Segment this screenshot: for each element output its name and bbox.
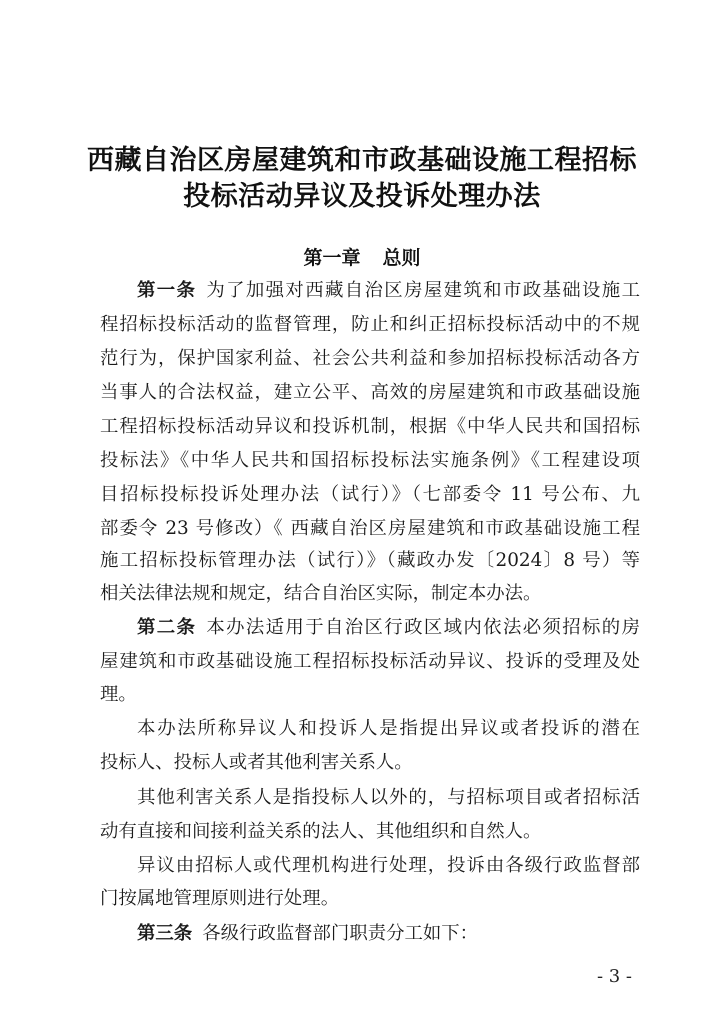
article-3-heading: 第三条 [137,923,193,944]
paragraph-line: 其他利害关系人是指投标人以外的，与招标项目或者招标活 [137,787,640,808]
article-1-line: 目招标投标投诉处理办法（试行）》（七部委令 11 号公布、九 [100,484,640,505]
paragraph-line: 投标人、投标人或者其他利害关系人。 [100,752,413,773]
article-2-line: 第二条 本办法适用于自治区行政区域内依法必须招标的房 [137,617,640,638]
document-title-line-2: 投标活动异议及投诉处理办法 [183,181,541,212]
paragraph-line: 本办法所称异议人和投诉人是指提出异议或者投诉的潜在 [137,718,640,739]
paragraph-line: 动有直接和间接利益关系的法人、其他组织和自然人。 [100,821,542,842]
paragraph-line: 异议由招标人或代理机构进行处理，投诉由各级行政监督部 [137,855,640,876]
chapter-number: 第一章 [303,247,361,269]
paragraph-line: 门按属地管理原则进行处理。 [100,888,340,909]
article-1-line: 程招标投标活动的监督管理，防止和纠正招标投标活动中的不规 [100,314,640,335]
chapter-name: 总则 [382,247,421,269]
article-1-line: 相关法律法规和规定，结合自治区实际，制定本办法。 [100,583,542,604]
article-1-line: 工程招标投标活动异议和投诉机制，根据《中华人民共和国招标 [100,416,640,437]
article-1-line: 当事人的合法权益，建立公平、高效的房屋建筑和市政基础设施 [100,382,640,403]
article-1-line: 范行为，保护国家利益、社会公共利益和参加招标投标活动各方 [100,348,640,369]
document-title-line-1: 西藏自治区房屋建筑和市政基础设施工程招标 [87,145,637,176]
article-1-line: 施工招标投标管理办法（试行）》（藏政办发〔2024〕8 号）等 [100,550,640,571]
article-2-heading: 第二条 [137,617,197,638]
chapter-heading [0,243,724,270]
article-3-line: 第三条 各级行政监督部门职责分工如下： [137,923,479,944]
article-1-line: 部委令 23 号修改）《 西藏自治区房屋建筑和市政基础设施工程 [100,518,640,539]
article-1-heading: 第一条 [137,280,197,301]
page-number: - 3 - [596,966,632,987]
article-2-line: 屋建筑和市政基础设施工程招标投标活动异议、投诉的受理及处 [100,651,640,672]
article-1-line: 第一条 为了加强对西藏自治区房屋建筑和市政基础设施工 [137,280,640,301]
article-1-line: 投标法》《中华人民共和国招标投标法实施条例》《工程建设项 [100,450,640,471]
article-2-line: 理。 [100,684,137,705]
